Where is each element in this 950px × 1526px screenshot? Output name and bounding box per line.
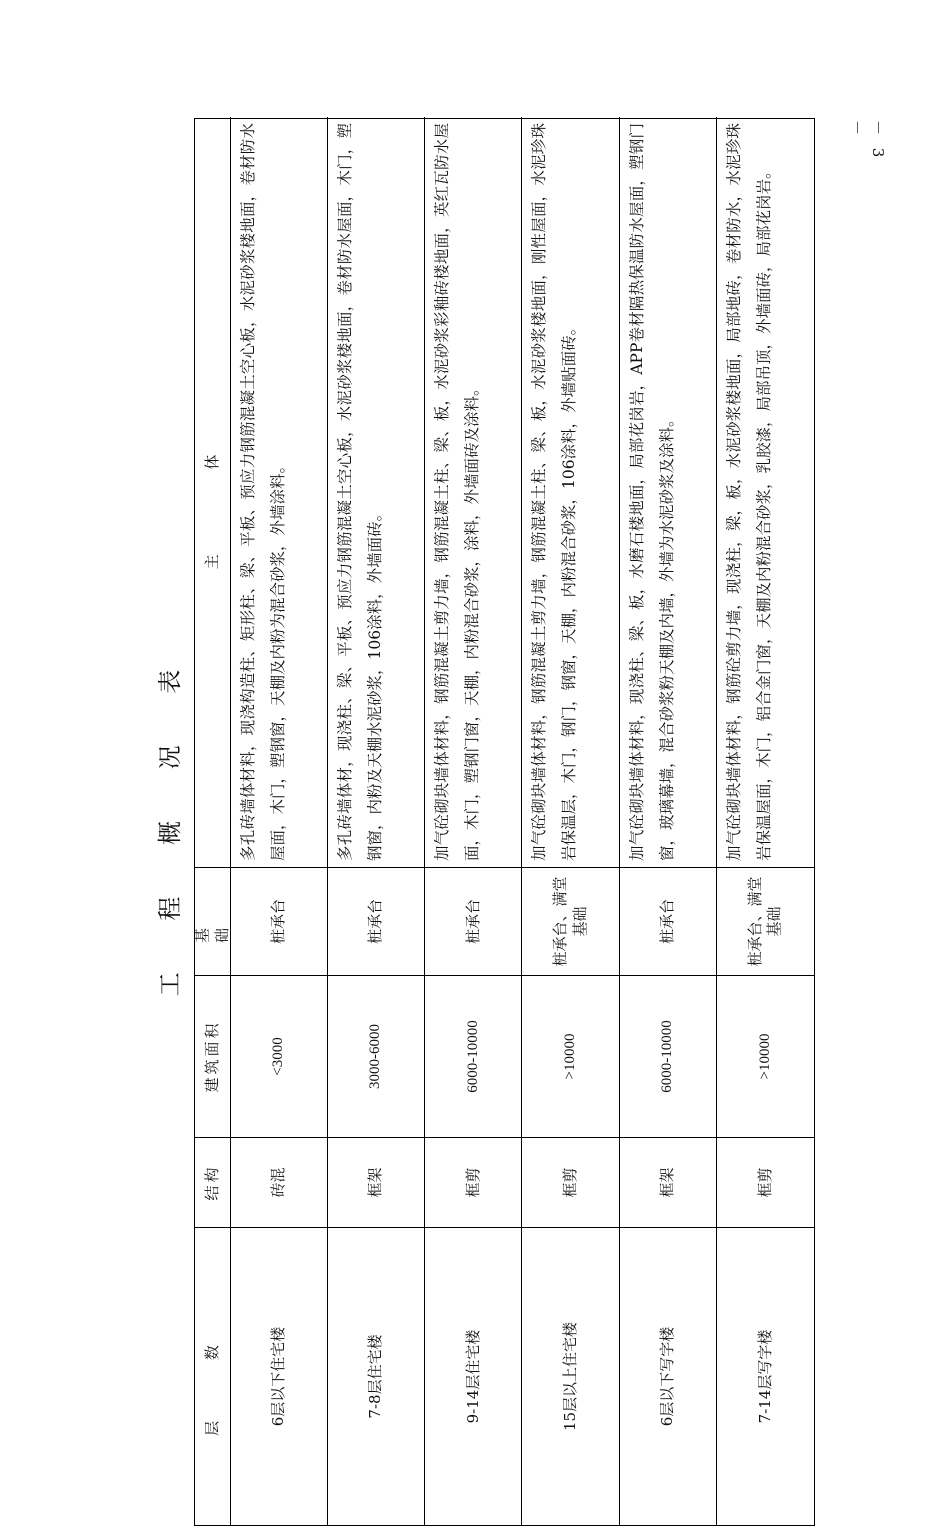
cell-main-body: 加气砼砌块墙体材料，钢筋混凝土剪力墙，钢筋混凝土柱、梁、板，水泥砂浆楼地面，刚性屋面，水泥珍珠岩保温层，木门，钢门，钢窗，天棚，内粉混合砂浆，106涂料，外墙贴面砖。 (522, 117, 619, 867)
cell-foundation: 桩承台、满堂基础 (717, 867, 814, 975)
cell-structure: 框架 (620, 1137, 717, 1227)
cell-area: >10000 (717, 975, 814, 1137)
cell-main-body: 多孔砖墙体材料，现浇构造柱、矩形柱、梁、平板、预应力钢筋混凝土空心板，水泥砂浆楼地面，卷材防水屋面，木门，塑钢窗，天棚及内粉为混合砂浆，外墙涂料。 (231, 117, 328, 867)
cell-floors: 15层以上住宅楼 (522, 1227, 619, 1525)
cell-main-body: 多孔砖墙体材，现浇柱、梁、平板、预应力钢筋混凝土空心板，水泥砂浆楼地面，卷材防水屋面，木门，塑钢窗，内粉及天棚水泥砂浆，106涂料，外墙面砖。 (328, 117, 425, 867)
cell-foundation: 桩承台 (425, 867, 522, 975)
header-main-body: 主 体 (195, 117, 231, 867)
cell-main-body: 加气砼砌块墙体材料，现浇柱、梁、板，水磨石楼地面，局部花岗岩，APP卷材隔热保温防水屋面，塑钢门窗，玻璃幕墙，混合砂浆粉天棚及内墙，外墙为水泥砂浆及涂料。 (620, 117, 717, 867)
cell-structure: 框剪 (717, 1137, 814, 1227)
header-area: 建筑面积 (195, 975, 231, 1137)
cell-area: 6000-10000 (620, 975, 717, 1137)
page-title: 工 程 概 况 表 (156, 647, 184, 997)
page-number: － 3 － (848, 120, 887, 162)
cell-structure: 框架 (328, 1137, 425, 1227)
cell-area: >10000 (522, 975, 619, 1137)
header-floors: 层 数 (195, 1227, 231, 1525)
cell-area: <3000 (231, 975, 328, 1137)
cell-floors: 7-8层住宅楼 (328, 1227, 425, 1525)
cell-structure: 框剪 (522, 1137, 619, 1227)
cell-area: 3000-6000 (328, 975, 425, 1137)
header-structure: 结构 (195, 1137, 231, 1227)
rotated-page-content (150, 118, 815, 1526)
cell-structure: 砖混 (231, 1137, 328, 1227)
cell-floors: 9-14层住宅楼 (425, 1227, 522, 1525)
cell-area: 6000-10000 (425, 975, 522, 1137)
cell-floors: 6层以下写字楼 (620, 1227, 717, 1525)
cell-structure: 框剪 (425, 1137, 522, 1227)
cell-main-body: 加气砼砌块墙体材料，钢筋砼剪力墙，现浇柱，梁，板，水泥砂浆楼地面，局部地砖，卷材防水，水泥珍珠岩保温屋面，木门，铝合金门窗，天棚及内粉混合砂浆，乳胶漆，局部吊顶，外墙面砖，局部花岗岩。 (724, 123, 773, 861)
cell-foundation: 桩承台 (231, 867, 328, 975)
project-overview-table (194, 118, 815, 1526)
cell-foundation: 桩承台、满堂基础 (522, 867, 619, 975)
header-foundation: 基 础 (195, 867, 231, 975)
cell-foundation: 桩承台 (620, 867, 717, 975)
cell-main-body: 加气砼砌块墙体材料，钢筋混凝土剪力墙，钢筋混凝土柱、梁、板，水泥砂浆彩釉砖楼地面，英红瓦防水屋面，木门，塑钢门窗，天棚，内粉混合砂浆，涂料，外墙面砖及涂料。 (425, 117, 522, 867)
cell-floors: 7-14层写字楼 (717, 1227, 814, 1525)
cell-foundation: 桩承台 (328, 867, 425, 975)
cell-floors: 6层以下住宅楼 (231, 1227, 328, 1525)
